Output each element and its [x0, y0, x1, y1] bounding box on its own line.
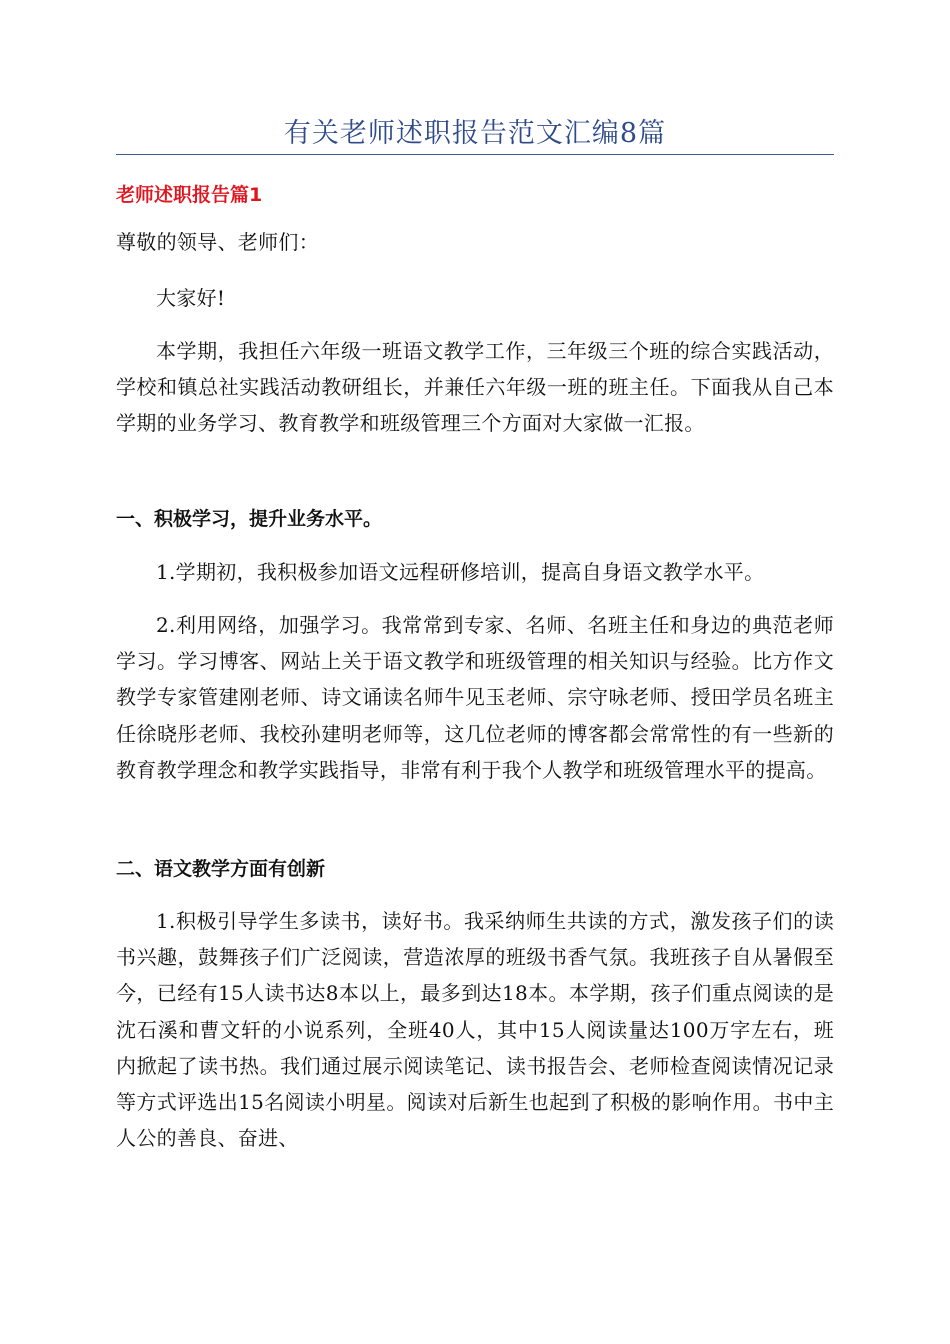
paragraph-item-1-2: 2.利用网络，加强学习。我常常到专家、名师、名班主任和身边的典范老师学习。学习博客、网站上关于语文教学和班级管理的相关知识与经验。比方作文教学专家管建刚老师、诗文诵读名师牛见玉老师、宗守咏老师、授田学员名班主任徐晓彤老师、我校孙建明老师等，这几位老师的博客都会常常性的有一些新的教育教学理念和教学实践指导，非常有利于我个人教学和班级管理水平的提高。 — [116, 613, 834, 782]
paragraph-item-1-1: 1.学期初，我积极参加语文远程研修培训，提高自身语文教学水平。 — [156, 560, 765, 584]
document-title: 有关老师述职报告范文汇编8篇 — [283, 118, 667, 149]
intro-paragraph: 本学期，我担任六年级一班语文教学工作，三年级三个班的综合实践活动，学校和镇总社实践活动教研组长，并兼任六年级一班的班主任。下面我从自己本学期的业务学习、教育教学和班级管理三个方面对大家做一汇报。 — [116, 339, 834, 436]
heading-teaching: 二、语文教学方面有创新 — [116, 858, 326, 880]
paragraph-item-2-1: 1.积极引导学生多读书，读好书。我采纳师生共读的方式，激发孩子们的读书兴趣，鼓舞孩子们广泛阅读，营造浓厚的班级书香气氛。我班孩子自从暑假至今，已经有15人读书达8本以上，最多到达18本。本学期，孩子们重点阅读的是沈石溪和曹文轩的小说系列，全班40人，其中15人阅读量达100万字左右，班内掀起了读书热。我们通过展示阅读笔记、读书报告会、老师检查阅读情况记录等方式评选出15名阅读小明星。阅读对后新生也起到了积极的影响作用。书中主人公的善良、奋进、 — [116, 909, 834, 1151]
heading-learning: 一、积极学习，提升业务水平。 — [116, 508, 383, 530]
section-title: 老师述职报告篇1 — [116, 184, 263, 206]
salutation: 尊敬的领导、老师们： — [116, 230, 319, 254]
greeting: 大家好! — [156, 286, 226, 310]
title-underline — [116, 154, 834, 155]
